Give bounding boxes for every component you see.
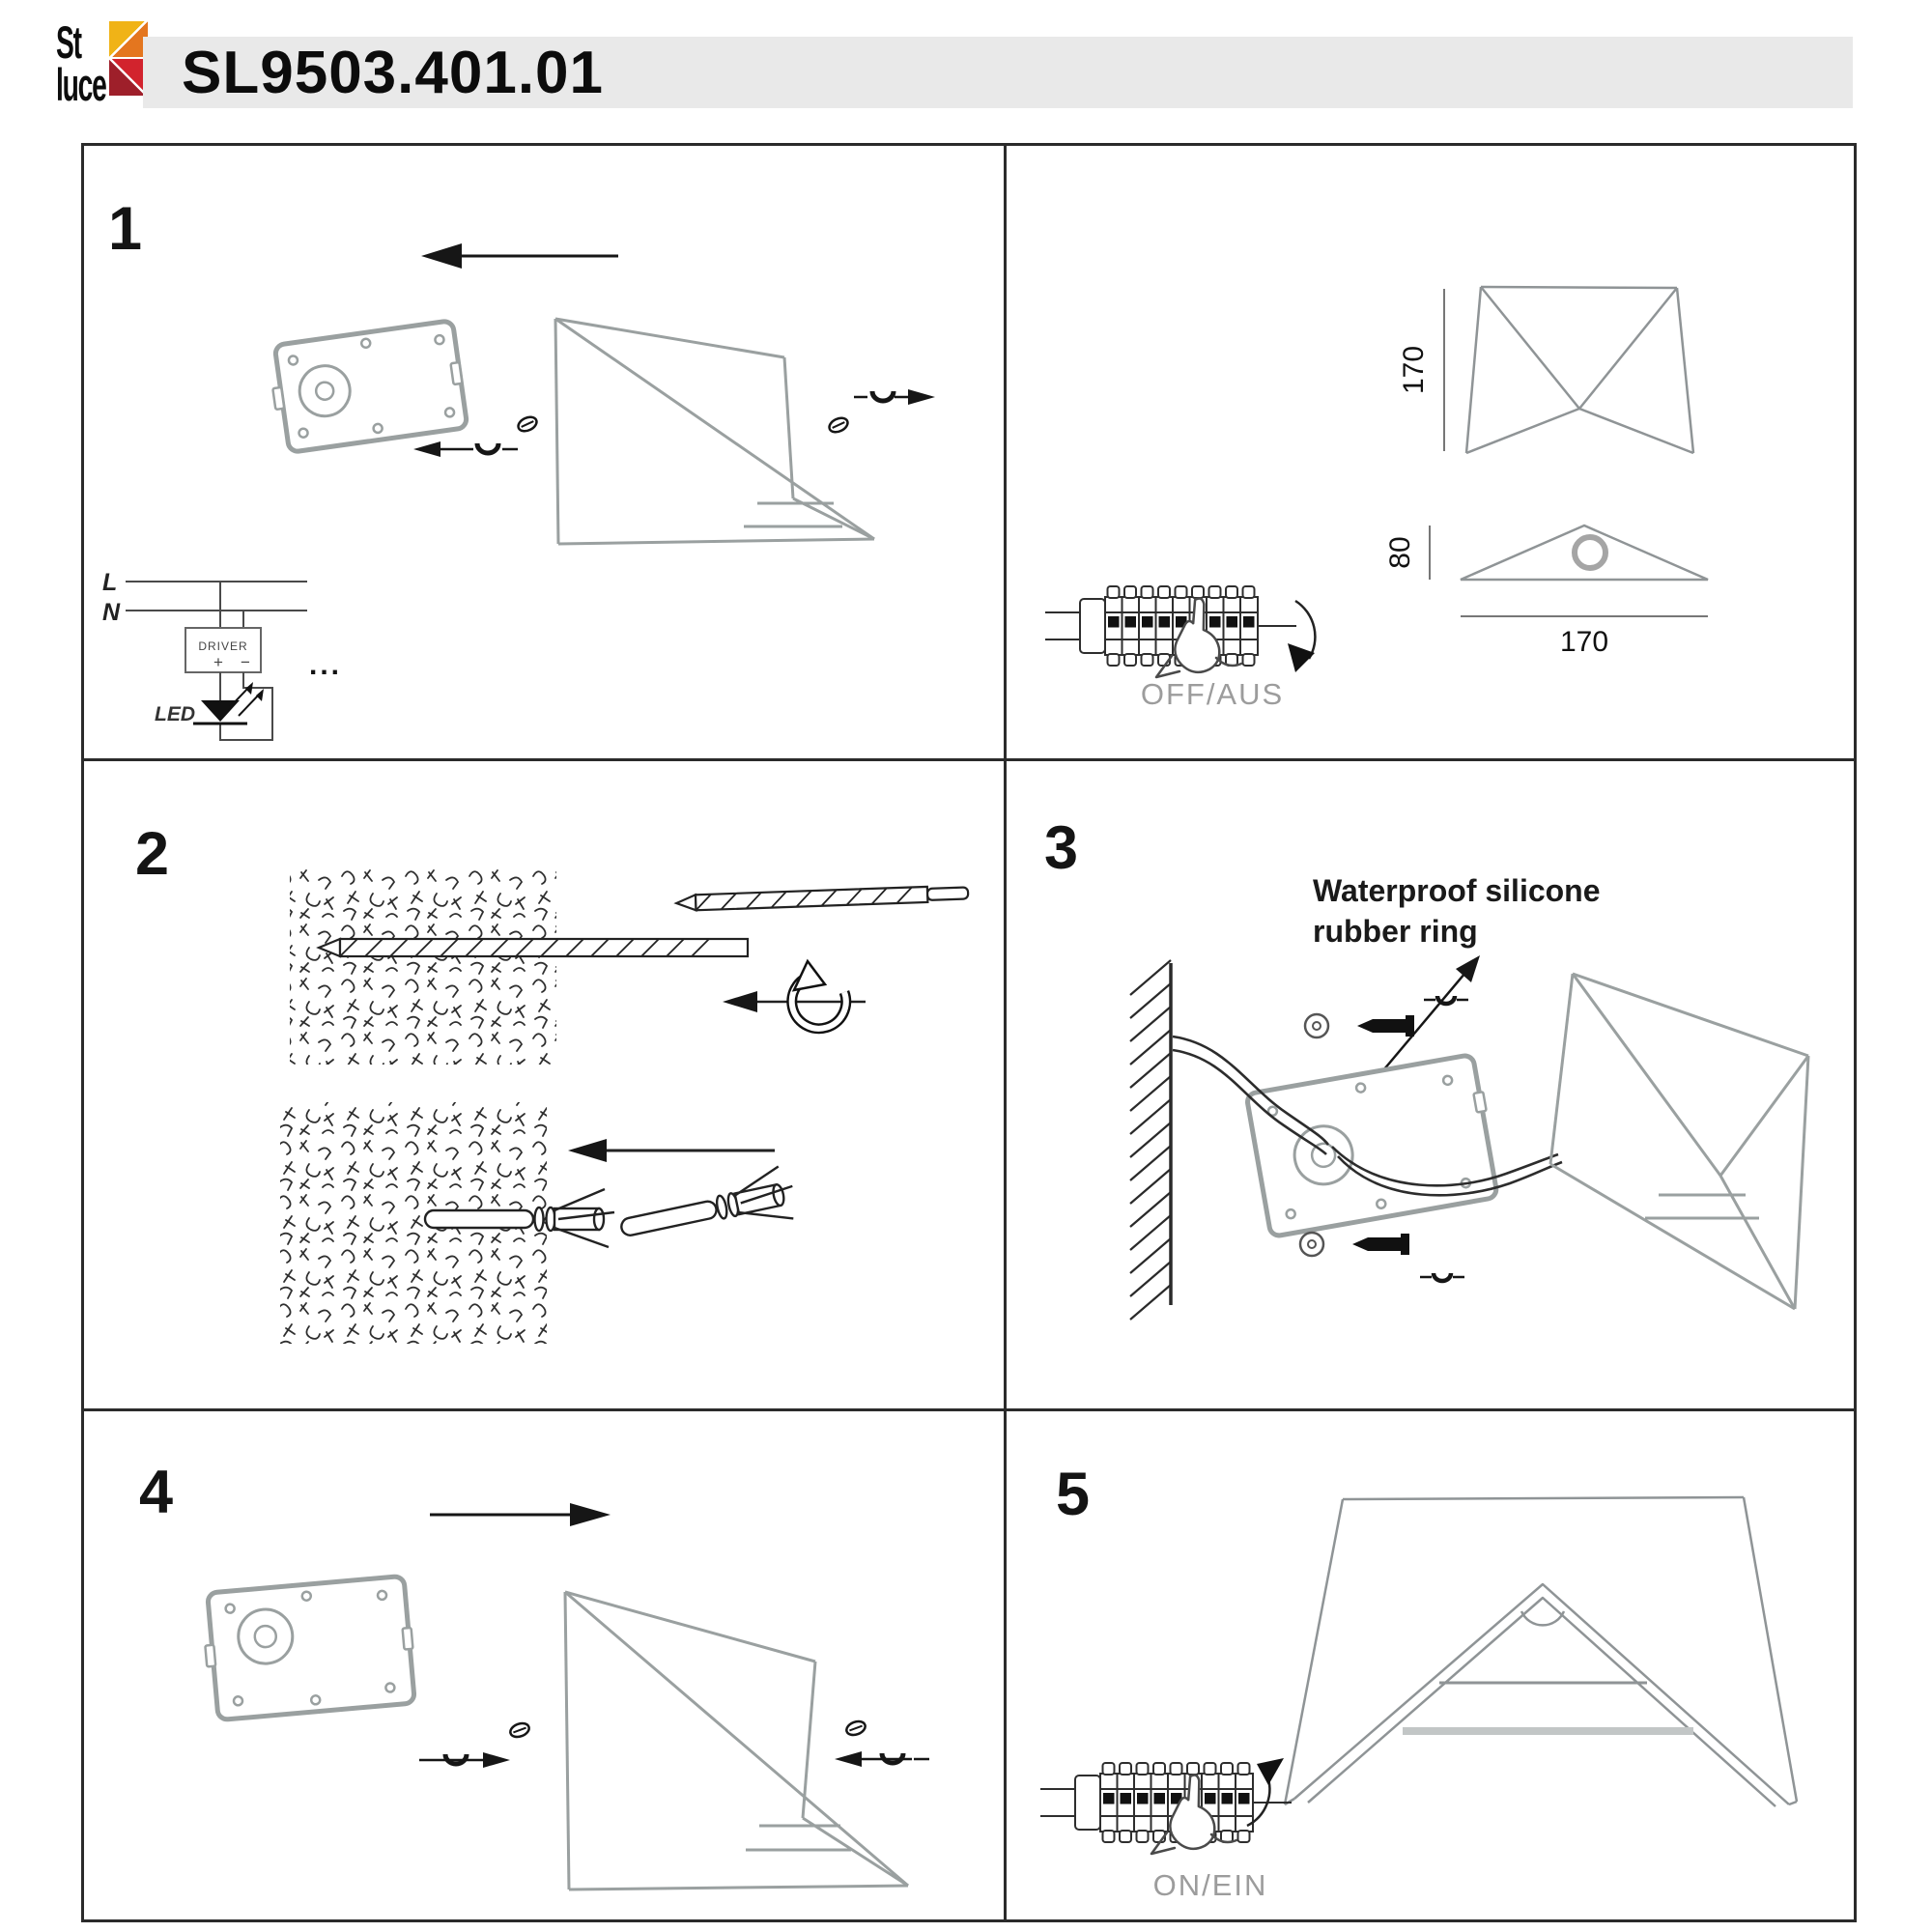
dimensions-illustration	[1004, 143, 1857, 758]
lamp-body	[555, 319, 874, 544]
arrow-right-icon	[430, 1503, 611, 1526]
waterproof-note-line1: Waterproof silicone	[1313, 873, 1601, 908]
mounting-plate	[267, 320, 469, 453]
arrow-left-icon	[421, 243, 618, 269]
lamp-front-view	[1466, 287, 1693, 453]
lamp-body	[1550, 974, 1808, 1309]
drill-bit-in-wall	[319, 939, 748, 956]
step-2-number: 2	[135, 820, 170, 888]
insert-anchor-arrow-icon	[568, 1139, 775, 1162]
note-arrow-icon	[1383, 955, 1480, 1070]
step-4-number: 4	[139, 1459, 174, 1526]
mounting-plate	[1246, 1054, 1501, 1237]
wiring-label-led: LED	[155, 703, 195, 725]
screw-turn-right-icon	[827, 389, 935, 435]
breaker-on-label: ON/EIN	[1152, 1868, 1268, 1902]
dim-width-label: 170	[1559, 626, 1609, 658]
lamp-body	[565, 1592, 908, 1889]
step-3-illustration	[1004, 758, 1857, 1408]
wall-anchor-loose	[616, 1164, 800, 1254]
waterproof-note-line2: rubber ring	[1313, 914, 1478, 950]
wiring-label-plus: +	[213, 653, 223, 671]
wiring-label-L: L	[102, 569, 118, 596]
rotate-off-arrow-icon	[1288, 601, 1315, 672]
step-4-panel	[81, 1408, 1004, 1922]
step-2-panel	[81, 758, 1004, 1408]
screw-turn-bottom-icon	[1420, 1273, 1464, 1281]
step-5-illustration	[1004, 1408, 1857, 1922]
step-2-illustration	[81, 758, 1004, 1408]
step-5-number: 5	[1056, 1461, 1091, 1528]
circuit-breaker	[1040, 1763, 1292, 1842]
wall-texture-top	[290, 869, 556, 1065]
wiring-label-N: N	[102, 599, 121, 626]
lamp-bottom-view	[1461, 526, 1708, 580]
step-4-illustration	[81, 1408, 1004, 1922]
dim-depth-label: 80	[1384, 536, 1416, 569]
step-3-panel	[1004, 758, 1857, 1408]
dimensions-panel	[1004, 143, 1857, 758]
step-1-number: 1	[108, 195, 143, 263]
screw-bottom-icon	[1352, 1234, 1409, 1255]
wiring-ellipsis: ...	[309, 649, 343, 681]
step-3-number: 3	[1044, 814, 1079, 882]
logo-text-st: St	[56, 16, 81, 68]
rotate-drill-icon	[723, 961, 866, 1029]
screw-top-icon	[1357, 1015, 1414, 1037]
logo-text-luce: luce	[56, 59, 106, 110]
silicone-ring-top-icon	[1305, 1014, 1328, 1037]
logo-square-yellow-orange	[109, 21, 148, 57]
screw-turn-right-icon	[835, 1719, 929, 1767]
logo-square-red	[109, 59, 148, 96]
screw-turn-left-icon	[419, 1720, 531, 1768]
dim-height-label: 170	[1398, 345, 1430, 395]
breaker-off-label: OFF/AUS	[1140, 677, 1285, 711]
title-bar	[143, 37, 1853, 108]
product-code: SL9503.401.01	[182, 40, 605, 106]
step-1-panel	[81, 143, 1004, 758]
circuit-breaker	[1045, 586, 1296, 666]
wiring-label-minus: −	[241, 653, 250, 671]
step-5-panel	[1004, 1408, 1857, 1922]
step-1-illustration	[81, 143, 1004, 758]
mounting-plate	[201, 1576, 418, 1720]
wiring-label-driver: DRIVER	[198, 639, 248, 653]
lamp-mounted-view	[1285, 1497, 1797, 1806]
silicone-ring-bottom-icon	[1300, 1233, 1323, 1256]
wall-section	[1130, 960, 1171, 1320]
drill-bit-loose	[676, 885, 968, 911]
